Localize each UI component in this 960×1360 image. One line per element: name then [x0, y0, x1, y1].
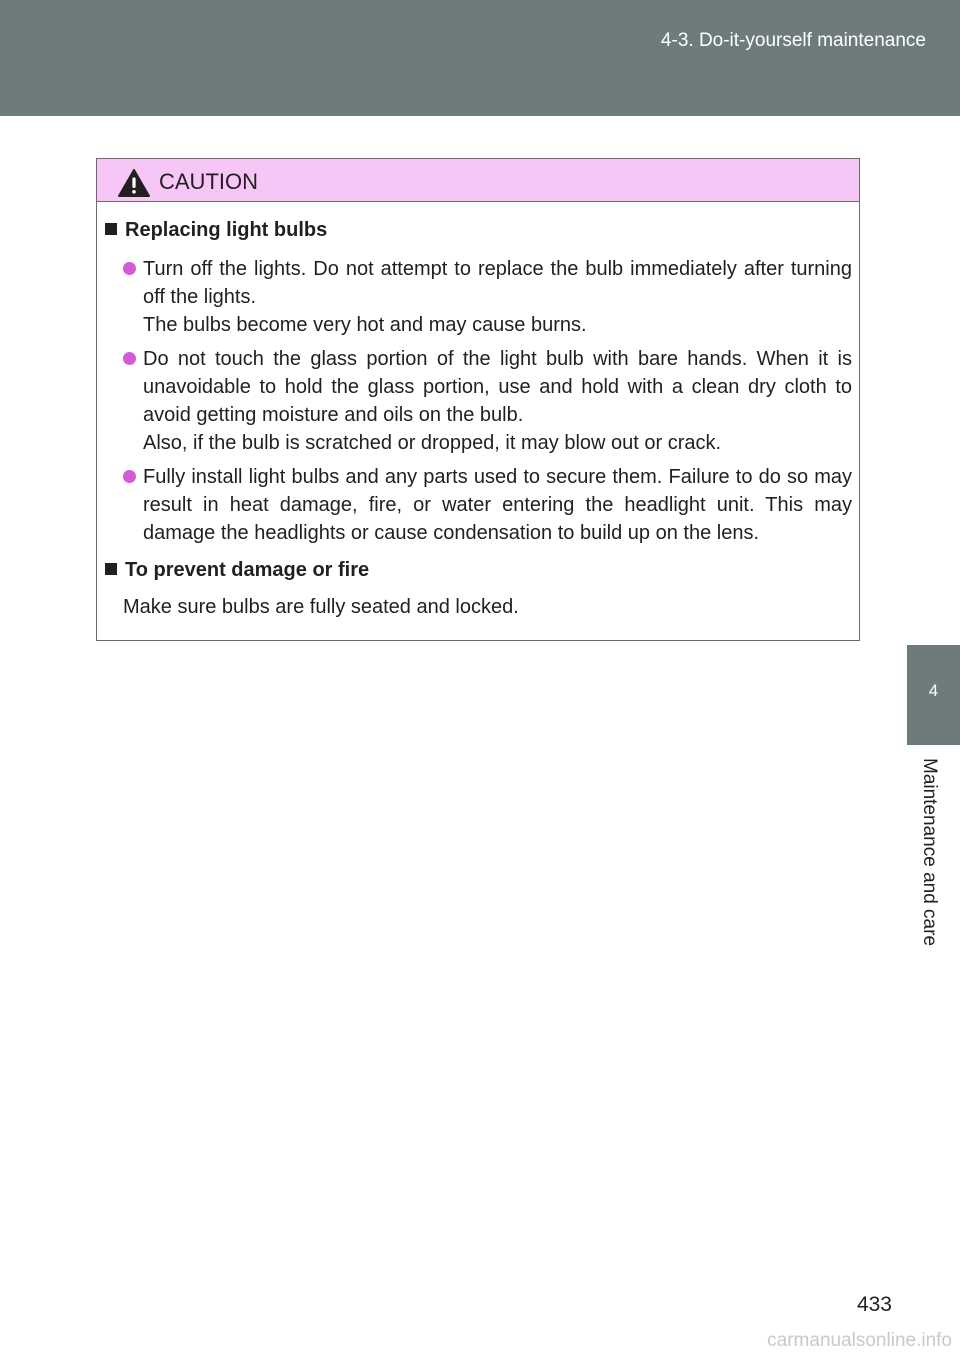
section-heading: Replacing light bulbs	[105, 219, 327, 242]
chapter-tab	[907, 645, 960, 745]
square-bullet-icon	[105, 223, 117, 235]
bullet-dot-icon	[123, 352, 136, 365]
section-text: Make sure bulbs are fully seated and locked.	[123, 596, 519, 618]
list-item: Turn off the lights. Do not attempt to replace the bulb immediately after turning off the lights. The bulbs become very hot and may cause burns.	[123, 255, 852, 339]
caution-header	[97, 159, 859, 202]
watermark-text: carmanualsonline.info	[767, 1330, 952, 1351]
caution-box	[96, 158, 860, 641]
caution-title: CAUTION	[159, 169, 258, 194]
warning-triangle-icon	[117, 168, 151, 198]
page-number: 433	[856, 1293, 892, 1316]
list-item: Do not touch the glass portion of the light bulb with bare hands. When it is unavoidable to hold the glass portion, use and hold with a clean dry cloth to avoid getting moisture and oils on the bulb. Also, if the bulb is scratched or dropped, it may blow out or crack.	[123, 345, 852, 457]
bullet-dot-icon	[123, 262, 136, 275]
square-bullet-icon	[105, 563, 117, 575]
section-heading: To prevent damage or fire	[105, 559, 369, 582]
chapter-number: 4	[928, 681, 939, 700]
chapter-label: Maintenance and care	[919, 758, 940, 947]
section-title: 4-3. Do-it-yourself maintenance	[660, 30, 926, 51]
list-item: Fully install light bulbs and any parts used to secure them. Failure to do so may result in heat damage, fire, or water entering the headlight unit. This may damage the headlights or cause condensation to build up on the lens.	[123, 463, 852, 547]
page-header	[0, 0, 960, 116]
bullet-dot-icon	[123, 470, 136, 483]
